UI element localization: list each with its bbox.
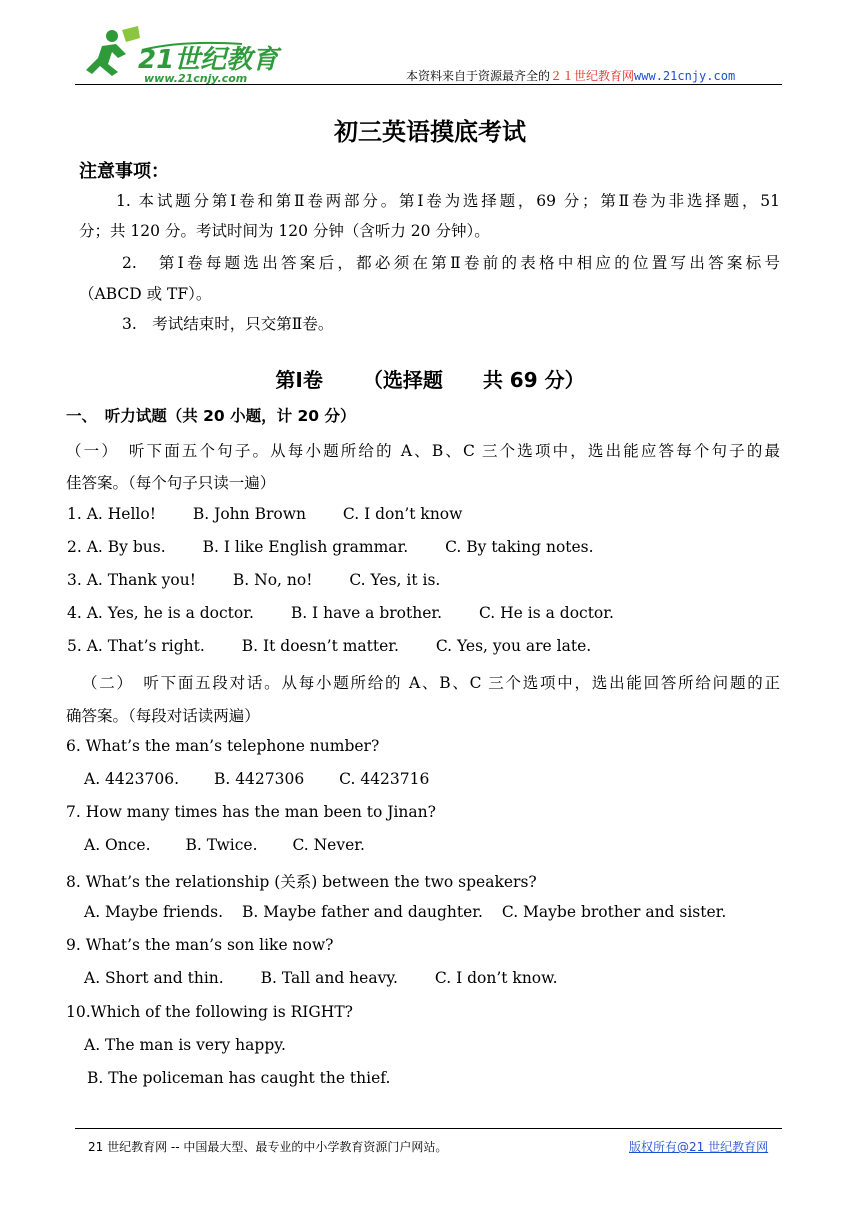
- question-row: [67, 637, 591, 655]
- option-c: C. He is a doctor.: [478, 604, 614, 622]
- option-b: B. John Brown: [192, 505, 306, 523]
- question-text: 10.Which of the following is RIGHT?: [66, 1003, 353, 1021]
- option-c: C. I don’t know.: [434, 969, 558, 987]
- question-number: 1.: [67, 505, 82, 523]
- question-text: 9. What’s the man’s son like now?: [66, 936, 334, 954]
- option-a: A. 4423706.: [84, 770, 180, 788]
- option-a: A. Hello!: [86, 505, 156, 523]
- option-c: C. Maybe brother and sister.: [501, 903, 727, 921]
- option-c: C. By taking notes.: [445, 538, 594, 556]
- notes-item-1-line-1: 1. 本试题分第Ⅰ卷和第Ⅱ卷两部分。第Ⅰ卷为选择题，69 分；第Ⅱ卷为非选择题，51: [116, 192, 780, 210]
- notes-item-1-line-2: 分；共 120 分。考试时间为 120 分钟（含听力 20 分钟）。: [79, 222, 490, 240]
- footer-divider: [75, 1128, 782, 1129]
- sub-1-instruction-line-1: （一） 听下面五个句子。从每小题所给的 A、B、C 三个选项中，选出能应答每个句子的最: [66, 442, 780, 460]
- question-row: [67, 538, 594, 556]
- notes-item-2-line-2: （ABCD 或 TF）。: [79, 285, 212, 303]
- header-note: [406, 67, 735, 84]
- option-a: A. Thank you!: [86, 571, 196, 589]
- option-a: A. That’s right.: [86, 637, 205, 655]
- question-options: [84, 903, 726, 921]
- notes-item-2-line-1: 2. 第Ⅰ卷每题选出答案后，都必须在第Ⅱ卷前的表格中相应的位置写出答案标号: [122, 254, 780, 272]
- question-text: 7. How many times has the man been to Jinan?: [66, 803, 436, 821]
- question-text: 6. What’s the man’s telephone number?: [66, 737, 380, 755]
- option-c: C. Yes, you are late.: [435, 637, 592, 655]
- question-row: [67, 571, 440, 589]
- option-a: A. Short and thin.: [84, 969, 224, 987]
- notes-item-3: 3. 考试结束时，只交第Ⅱ卷。: [122, 315, 334, 333]
- option-b: B. No, no!: [232, 571, 313, 589]
- footer-text: 21 世纪教育网 -- 中国最大型、最专业的中小学教育资源门户网站。: [88, 1140, 448, 1154]
- section-title-score: 共 69 分）: [482, 368, 585, 392]
- page-title: 初三英语摸底考试: [334, 118, 526, 146]
- option-a: A. By bus.: [86, 538, 166, 556]
- option-a: A. Maybe friends.: [84, 903, 224, 921]
- option-b: B. Tall and heavy.: [260, 969, 398, 987]
- question-options: [84, 770, 429, 788]
- option-c: C. I don’t know: [342, 505, 463, 523]
- question-number: 2.: [67, 538, 82, 556]
- option-b: B. Twice.: [185, 836, 258, 854]
- option-b: B. I have a brother.: [290, 604, 443, 622]
- logo-url: www.21cnjy.com: [144, 72, 248, 85]
- option-b: B. It doesn’t matter.: [241, 637, 399, 655]
- option-c: C. Never.: [292, 836, 365, 854]
- question-options: [84, 836, 365, 854]
- option-c: C. Yes, it is.: [349, 571, 441, 589]
- option-b: B. Maybe father and daughter.: [241, 903, 483, 921]
- question-number: 5.: [67, 637, 82, 655]
- option-b: B. 4427306: [213, 770, 305, 788]
- section-title-volume: 第Ⅰ卷: [275, 368, 323, 392]
- option-a: A. Yes, he is a doctor.: [86, 604, 254, 622]
- option-b: B. I like English grammar.: [202, 538, 409, 556]
- question-row: [67, 505, 462, 523]
- question-number: 3.: [67, 571, 82, 589]
- header-note-brand[interactable]: ２１世纪教育网: [550, 69, 635, 83]
- notes-heading: 注意事项：: [79, 161, 169, 182]
- header-divider: [75, 84, 782, 85]
- site-logo: [82, 24, 282, 86]
- option-a: A. Once.: [84, 836, 151, 854]
- question-options: [84, 969, 558, 987]
- question-text: 8. What’s the relationship (关系) between the two speakers?: [66, 873, 537, 891]
- section-title-type: （选择题: [362, 368, 443, 392]
- question-row: [67, 604, 614, 622]
- question-number: 4.: [67, 604, 82, 622]
- part-1-title: 一、 听力试题（共 20 小题，计 20 分）: [66, 407, 356, 425]
- header-note-site[interactable]: www.21cnjy.com: [634, 69, 736, 83]
- section-title: [0, 364, 860, 393]
- sub-2-instruction-line-1: （二） 听下面五段对话。从每小题所给的 A、B、C 三个选项中，选出能回答所给问题的正: [82, 674, 780, 692]
- sub-1-instruction-line-2: 佳答案。（每个句子只读一遍）: [66, 474, 276, 492]
- header-note-prefix: 本资料来自于资源最齐全的: [406, 69, 551, 83]
- logo-text: 21世纪教育: [138, 45, 279, 75]
- option-b: B. The policeman has caught the thief.: [87, 1069, 391, 1087]
- footer-copyright-link[interactable]: 版权所有@21 世纪教育网: [629, 1140, 769, 1154]
- option-a: A. The man is very happy.: [84, 1036, 286, 1054]
- option-c: C. 4423716: [339, 770, 430, 788]
- sub-2-instruction-line-2: 确答案。（每段对话读两遍）: [66, 707, 260, 725]
